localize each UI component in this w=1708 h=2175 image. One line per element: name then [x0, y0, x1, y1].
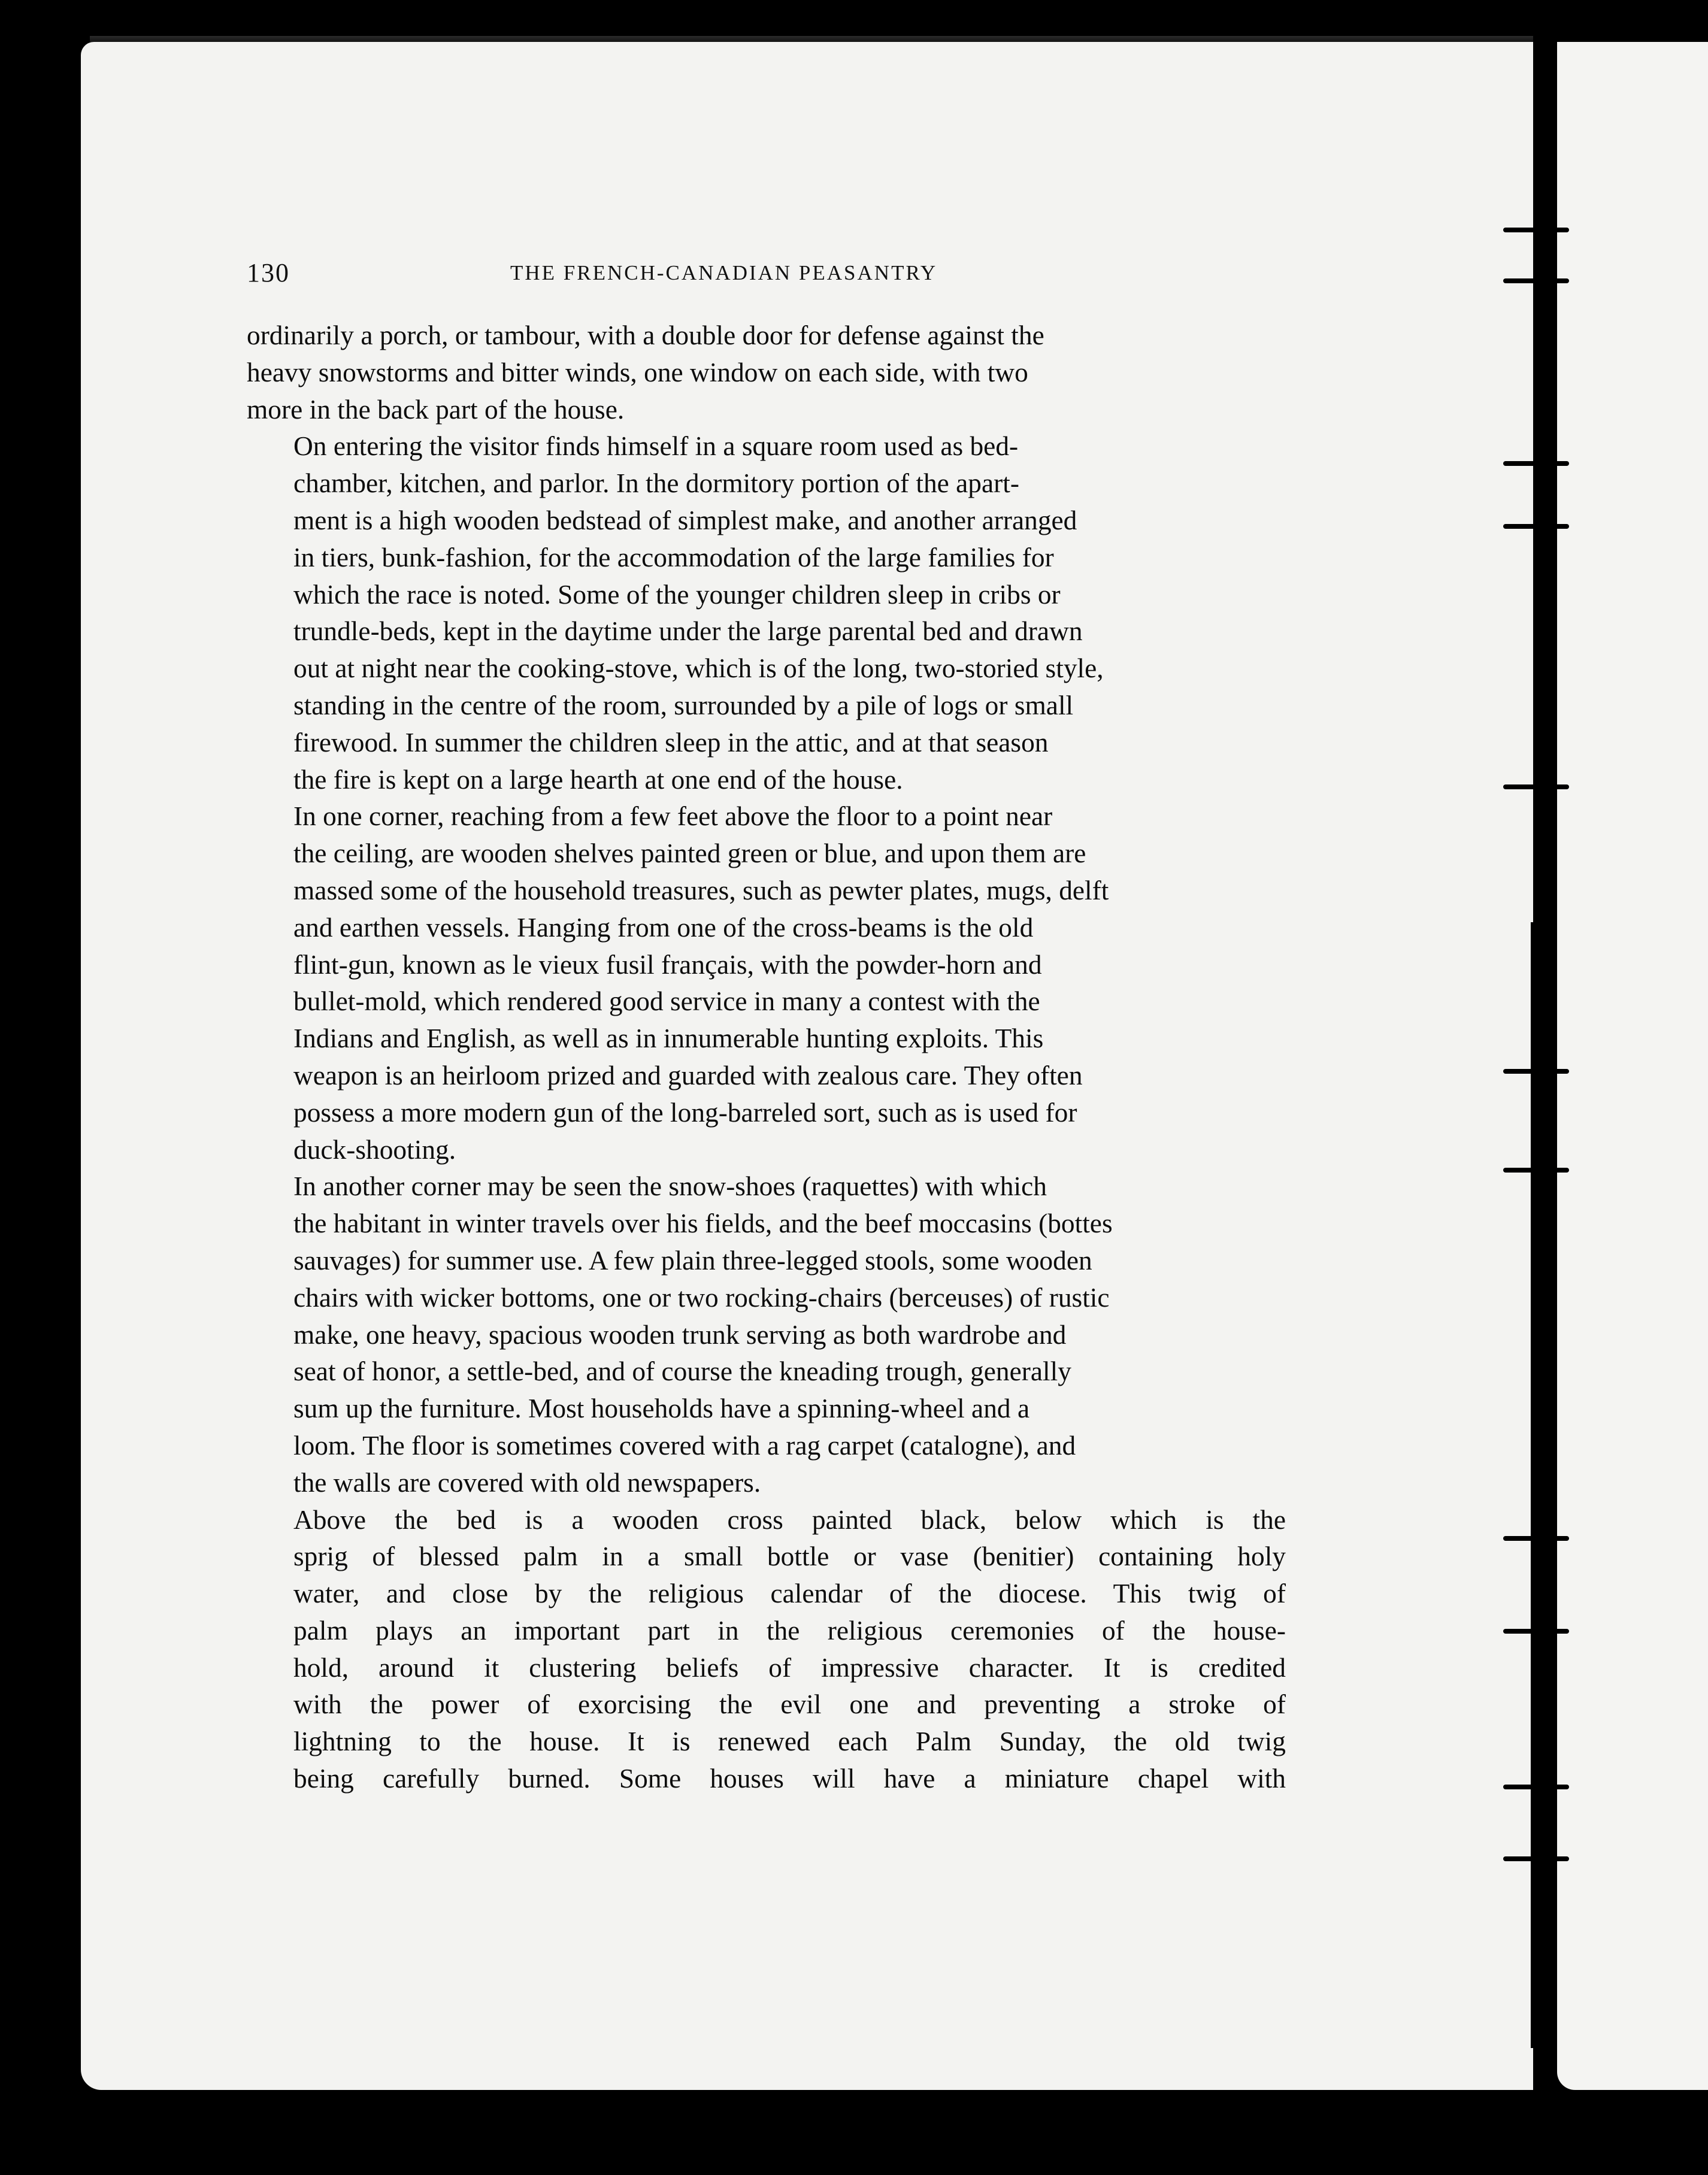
paragraph	[247, 428, 1286, 798]
text-line: more in the back part of the house.	[247, 394, 625, 425]
text-line: loom. The floor is sometimes covered with a rag carpet (catalogne), and	[293, 1430, 1076, 1461]
text-line: being carefully burned. Some houses will have a miniature chapel with	[293, 1764, 1286, 1794]
text-line: the walls are covered with old newspapers.	[293, 1467, 761, 1498]
text-line: standing in the centre of the room, surrounded by a pile of logs or small	[293, 690, 1074, 720]
binding-stitch	[1503, 228, 1569, 232]
text-line: massed some of the household treasures, such as pewter plates, mugs, delft	[293, 875, 1109, 905]
text-line: Above the bed is a wooden cross painted black, below which is the	[293, 1504, 1286, 1535]
text-line: In another corner may be seen the snow-shoes (raquettes) with which	[293, 1171, 1047, 1202]
book-binding	[1533, 0, 1557, 2175]
binding-stitch	[1503, 524, 1569, 529]
text-line: On entering the visitor finds himself in a square room used as bed-	[293, 431, 1019, 462]
text-line: water, and close by the religious calendar of the diocese. This twig of	[293, 1579, 1286, 1609]
text-line: hold, around it clustering beliefs of impressive character. It is credited	[293, 1652, 1286, 1683]
binding-stitch	[1503, 784, 1569, 789]
binding-thread	[1531, 922, 1537, 2048]
text-line: firewood. In summer the children sleep in the attic, and at that season	[293, 727, 1049, 758]
text-line: chairs with wicker bottoms, one or two rocking-chairs (berceuses) of rustic	[293, 1282, 1110, 1313]
binding-stitch	[1503, 278, 1569, 283]
paragraph	[247, 798, 1286, 1168]
text-line: Indians and English, as well as in innumerable hunting exploits. This	[293, 1023, 1044, 1054]
text-line: bullet-mold, which rendered good service in many a contest with the	[293, 986, 1040, 1017]
text-line: ordinarily a porch, or tambour, with a double door for defense against the	[247, 320, 1044, 350]
text-line: flint-gun, known as le vieux fusil français, with the powder-horn and	[293, 949, 1042, 980]
text-line: ment is a high wooden bedstead of simplest make, and another arranged	[293, 505, 1077, 535]
text-line: sauvages) for summer use. A few plain three-legged stools, some wooden	[293, 1245, 1092, 1276]
text-line: seat of honor, a settle-bed, and of course the kneading trough, generally	[293, 1356, 1071, 1387]
facing-page-edge	[1557, 42, 1708, 2090]
text-line: palm plays an important part in the religious ceremonies of the house-	[293, 1615, 1286, 1646]
body-text	[247, 317, 1286, 1798]
text-line: out at night near the cooking-stove, which is of the long, two-storied style,	[293, 653, 1104, 684]
text-line: the fire is kept on a large hearth at one end of the house.	[293, 764, 903, 795]
text-line: which the race is noted. Some of the younger children sleep in cribs or	[293, 579, 1061, 610]
text-line: possess a more modern gun of the long-barreled sort, such as is used for	[293, 1097, 1077, 1128]
text-line: lightning to the house. It is renewed each Palm Sunday, the old twig	[293, 1726, 1286, 1757]
paragraph	[247, 317, 1286, 428]
text-line: the ceiling, are wooden shelves painted green or blue, and upon them are	[293, 838, 1086, 869]
text-line: weapon is an heirloom prized and guarded with zealous care. They often	[293, 1060, 1083, 1090]
text-line: and earthen vessels. Hanging from one of the cross-beams is the old	[293, 912, 1034, 943]
running-head: THE FRENCH-CANADIAN PEASANTRY	[510, 261, 938, 284]
binding-stitch	[1503, 461, 1569, 466]
text-line: trundle-beds, kept in the daytime under the large parental bed and drawn	[293, 616, 1083, 647]
paragraph	[247, 1502, 1286, 1798]
text-line: chamber, kitchen, and parlor. In the dormitory portion of the apart-	[293, 468, 1019, 499]
text-line: in tiers, bunk-fashion, for the accommodation of the large families for	[293, 542, 1054, 572]
text-line: with the power of exorcising the evil one and preventing a stroke of	[293, 1689, 1286, 1720]
text-line: heavy snowstorms and bitter winds, one window on each side, with two	[247, 357, 1028, 387]
text-line: duck-shooting.	[293, 1134, 456, 1165]
text-line: make, one heavy, spacious wooden trunk serving as both wardrobe and	[293, 1319, 1067, 1350]
text-line: In one corner, reaching from a few feet above the floor to a point near	[293, 801, 1053, 832]
paragraph	[247, 1168, 1286, 1501]
text-line: the habitant in winter travels over his fields, and the beef moccasins (bottes	[293, 1208, 1113, 1239]
page-header	[247, 258, 1289, 293]
page-number: 130	[247, 258, 290, 287]
text-line: sum up the furniture. Most households have a spinning-wheel and a	[293, 1394, 1030, 1424]
text-line: sprig of blessed palm in a small bottle or vase (benitier) containing holy	[293, 1541, 1286, 1572]
